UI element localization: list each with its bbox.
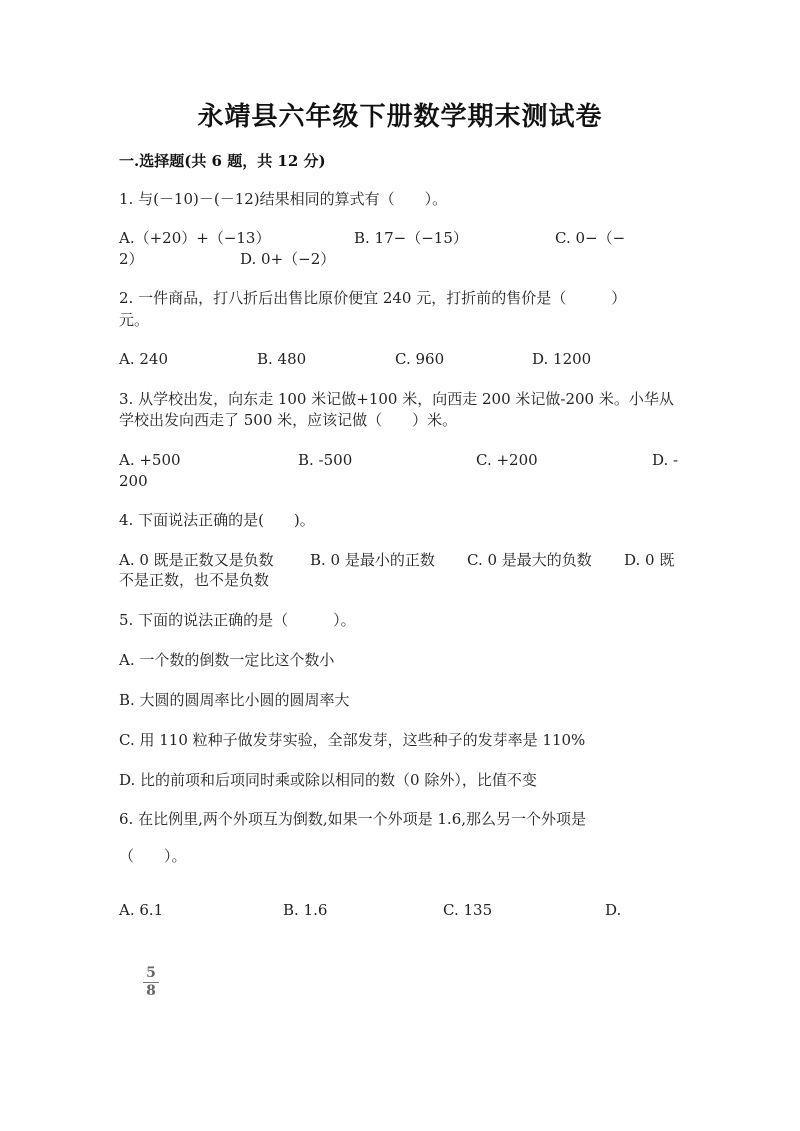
q1-option-c-cont: 2） bbox=[119, 250, 144, 268]
q3-option-d: D. - bbox=[652, 451, 679, 469]
fraction-numerator: 5 bbox=[146, 965, 156, 981]
q4-option-b: B. 0 是最小的正数 bbox=[310, 551, 435, 569]
q3-option-c: C. +200 bbox=[476, 451, 538, 469]
q5-option-b: B. 大圆的圆周率比小圆的圆周率大 bbox=[119, 691, 350, 709]
q2-option-c: C. 960 bbox=[395, 350, 445, 368]
q5-option-a: A. 一个数的倒数一定比这个数小 bbox=[119, 651, 335, 669]
q4-option-d: D. 0 既 bbox=[624, 551, 675, 569]
question-2-stem-cont: 元。 bbox=[119, 311, 150, 329]
q1-option-c: C. 0−（− bbox=[555, 229, 626, 247]
q5-option-d: D. 比的前项和后项同时乘或除以相同的数（0 除外），比值不变 bbox=[119, 771, 537, 789]
fraction-denominator: 8 bbox=[146, 983, 156, 999]
q5-option-c: C. 用 110 粒种子做发芽实验，全部发芽，这些种子的发芽率是 110% bbox=[119, 731, 586, 749]
question-4-stem: 4. 下面说法正确的是( )。 bbox=[119, 511, 315, 529]
question-6-stem-cont: （ ）。 bbox=[119, 847, 187, 865]
q4-option-c: C. 0 是最大的负数 bbox=[467, 551, 592, 569]
q6-option-d-fraction bbox=[143, 966, 159, 999]
question-3-stem: 3. 从学校出发，向东走 100 米记做+100 米，向西走 200 米记做-200 米。小华从 bbox=[119, 390, 674, 408]
question-1-stem: 1. 与(－10)－(－12)结果相同的算式有（ ）。 bbox=[119, 190, 448, 208]
q1-option-a: A.（+20）+（−13） bbox=[119, 229, 271, 247]
q6-option-b: B. 1.6 bbox=[283, 901, 328, 919]
q6-option-a: A. 6.1 bbox=[119, 901, 164, 919]
q6-option-d: D. bbox=[605, 901, 622, 919]
question-6-stem: 6. 在比例里,两个外项互为倒数,如果一个外项是 1.6,那么另一个外项是 bbox=[119, 810, 587, 828]
q3-option-b: B. -500 bbox=[298, 451, 353, 469]
q1-option-d: D. 0+（−2） bbox=[240, 250, 336, 268]
q2-option-b: B. 480 bbox=[257, 350, 307, 368]
q3-option-a: A. +500 bbox=[119, 451, 181, 469]
q6-option-c: C. 135 bbox=[443, 901, 493, 919]
q2-option-d: D. 1200 bbox=[532, 350, 592, 368]
question-3-stem-cont: 学校出发向西走了 500 米，应该记做（ ）米。 bbox=[119, 411, 458, 429]
q2-option-a: A. 240 bbox=[119, 350, 168, 368]
question-5-stem: 5. 下面的说法正确的是（ ）。 bbox=[119, 611, 356, 629]
q3-option-d-cont: 200 bbox=[119, 472, 148, 490]
section-heading: 一.选择题(共 6 题，共 12 分) bbox=[119, 152, 326, 170]
q1-option-b: B. 17−（−15） bbox=[354, 229, 468, 247]
q4-option-a: A. 0 既是正数又是负数 bbox=[119, 551, 274, 569]
question-2-stem: 2. 一件商品，打八折后出售比原价便宜 240 元，打折前的售价是（ ） bbox=[119, 289, 627, 307]
q4-option-d-cont: 不是正数，也不是负数 bbox=[119, 571, 270, 589]
page-title: 永靖县六年级下册数学期末测试卷 bbox=[197, 102, 603, 132]
